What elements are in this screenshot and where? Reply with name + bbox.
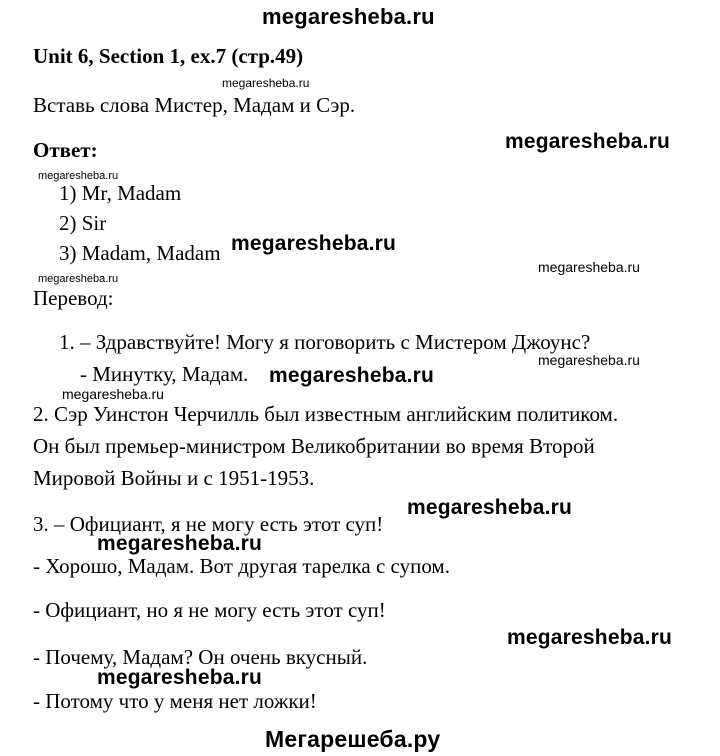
answer-item: 3) Madam, Madam [59, 241, 221, 265]
task-instruction: Вставь слова Мистер, Мадам и Сэр. [33, 93, 356, 117]
translation-line: - Минутку, Мадам. [80, 362, 249, 386]
translation-line: Мировой Войны и с 1951-1953. [33, 466, 315, 490]
watermark-small: megaresheba.ru [538, 352, 640, 368]
watermark-small: megaresheba.ru [222, 76, 310, 90]
translation-line: - Потому что у меня нет ложки! [33, 689, 317, 713]
translation-line: 2. Сэр Уинстон Черчилль был известным английским политиком. [33, 402, 619, 426]
watermark-big: megaresheba.ru [407, 496, 573, 519]
watermark-big: megaresheba.ru [507, 626, 673, 649]
watermark-small: megaresheba.ru [38, 273, 119, 285]
answer-item: 1) Mr, Madam [59, 181, 182, 205]
header-site-watermark: megaresheba.ru [262, 4, 435, 29]
watermark-big: megaresheba.ru [97, 666, 263, 689]
watermark-big: megaresheba.ru [231, 232, 397, 255]
translation-line: - Хорошо, Мадам. Вот другая тарелка с супом. [33, 554, 450, 578]
translation-line: - Почему, Мадам? Он очень вкусный. [33, 645, 368, 669]
answer-heading: Ответ: [33, 138, 98, 162]
translation-line: 3. – Официант, я не могу есть этот суп! [33, 512, 384, 536]
watermark-big: megaresheba.ru [505, 130, 671, 153]
footer-brand: Мегарешеба.ру [265, 726, 441, 752]
watermark-small: megaresheba.ru [62, 386, 164, 402]
translation-line: 1. – Здравствуйте! Могу я поговорить с Мистером Джоунс? [59, 330, 591, 354]
watermark-small: megaresheba.ru [538, 259, 640, 275]
exercise-title: Unit 6, Section 1, ex.7 (стр.49) [33, 44, 304, 68]
watermark-big: megaresheba.ru [97, 532, 263, 555]
watermark-big: megaresheba.ru [269, 364, 435, 387]
translation-line: Он был премьер-министром Великобритании во время Второй [33, 434, 595, 458]
watermark-small: megaresheba.ru [38, 170, 119, 182]
translation-heading: Перевод: [33, 286, 114, 310]
answer-item: 2) Sir [59, 211, 107, 235]
translation-line: - Официант, но я не могу есть этот суп! [33, 598, 386, 622]
